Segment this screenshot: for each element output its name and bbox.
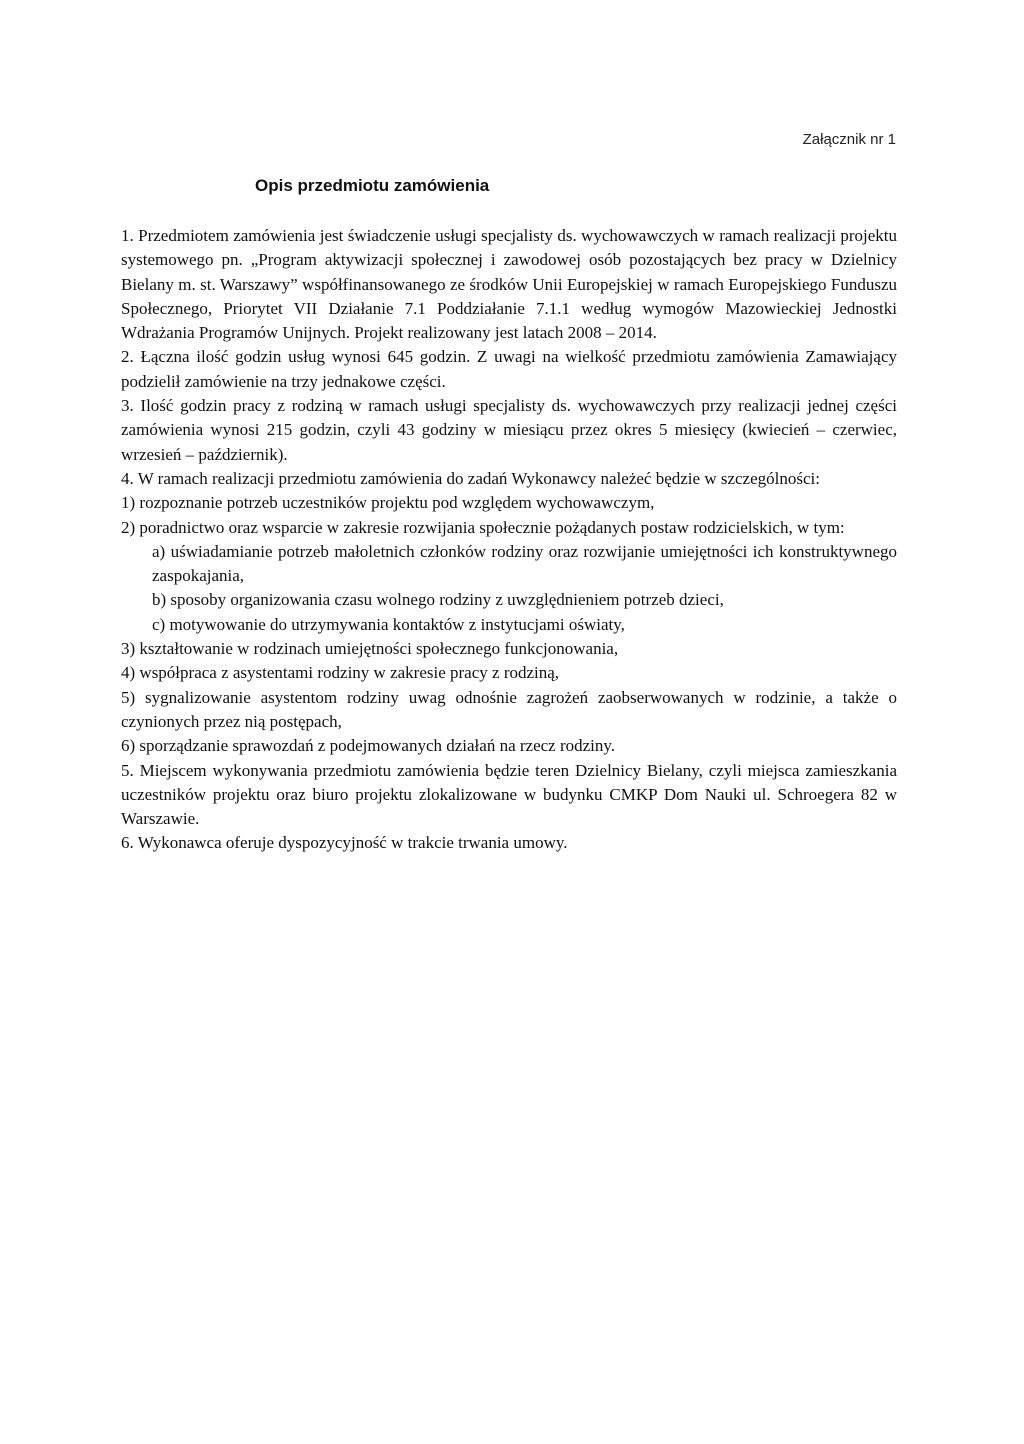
section-6: 6. Wykonawca oferuje dyspozycyjność w trakcie trwania umowy. [121,833,568,853]
annex-label: Załącznik nr 1 [802,131,896,148]
task-subitem-b: b) sposoby organizowania czasu wolnego rodziny z uwzględnieniem potrzeb dzieci, [152,590,724,610]
task-item-5: 5) sygnalizowanie asystentom rodziny uwag odnośnie zagrożeń zaobserwowanych w rodzinie, a także o czynionych przez nią postępach, [121,687,897,731]
section-4: 4. W ramach realizacji przedmiotu zamówienia do zadań Wykonawcy należeć będzie w szczególności: [121,468,820,488]
task-subitem-a: a) uświadamianie potrzeb małoletnich członków rodziny oraz rozwijanie umiejętności ich konstruktywnego zaspokajania, [152,541,897,586]
task-item-3: 3) kształtowanie w rodzinach umiejętności społecznego funkcjonowania, [121,639,619,659]
section-1: 1. Przedmiotem zamówienia jest świadczenie usługi specjalisty ds. wychowawczych w ramach realizacji projektu systemowego pn. „Program aktywizacji społecznej i zawodowej osób pozostających bez pracy w Dzielnicy Bielany m. st. Warszawy” współfinansowanego ze środków Unii Europejskiej w ramach Europejskiego Funduszu Społecznego, Priorytet VII Działanie 7.1 Poddziałanie 7.1.1 według wymogów Mazowieckiej Jednostki Wdrażania Programów Unijnych. Projekt realizowany jest latach 2008 – 2014. [121,226,897,343]
task-item-1: 1) rozpoznanie potrzeb uczestników projektu pod względem wychowawczym, [121,493,655,513]
task-item-2: 2) poradnictwo oraz wsparcie w zakresie rozwijania społecznie pożądanych postaw rodzicielskich, w tym: [121,517,845,537]
document-body [121,224,897,856]
section-3: 3. Ilość godzin pracy z rodziną w ramach usługi specjalisty ds. wychowawczych przy realizacji jednej części zamówienia wynosi 215 godzin, czyli 43 godziny w miesiącu przez okres 5 miesięcy (kwiecień – czerwiec, wrzesień – październik). [121,396,897,464]
task-item-4: 4) współpraca z asystentami rodziny w zakresie pracy z rodziną, [121,663,560,683]
document-title: Opis przedmiotu zamówienia [255,176,490,195]
section-2: 2. Łączna ilość godzin usług wynosi 645 godzin. Z uwagi na wielkość przedmiotu zamówienia Zamawiający podzielił zamówienie na trzy jednakowe części. [121,347,897,391]
section-5: 5. Miejscem wykonywania przedmiotu zamówienia będzie teren Dzielnicy Bielany, czyli miejsca zamieszkania uczestników projektu oraz biuro projektu zlokalizowane w budynku CMKP Dom Nauki ul. Schroegera 82 w Warszawie. [121,760,897,829]
task-subitem-c: c) motywowanie do utrzymywania kontaktów z instytucjami oświaty, [152,614,625,634]
task-item-6: 6) sporządzanie sprawozdań z podejmowanych działań na rzecz rodziny. [121,736,616,756]
